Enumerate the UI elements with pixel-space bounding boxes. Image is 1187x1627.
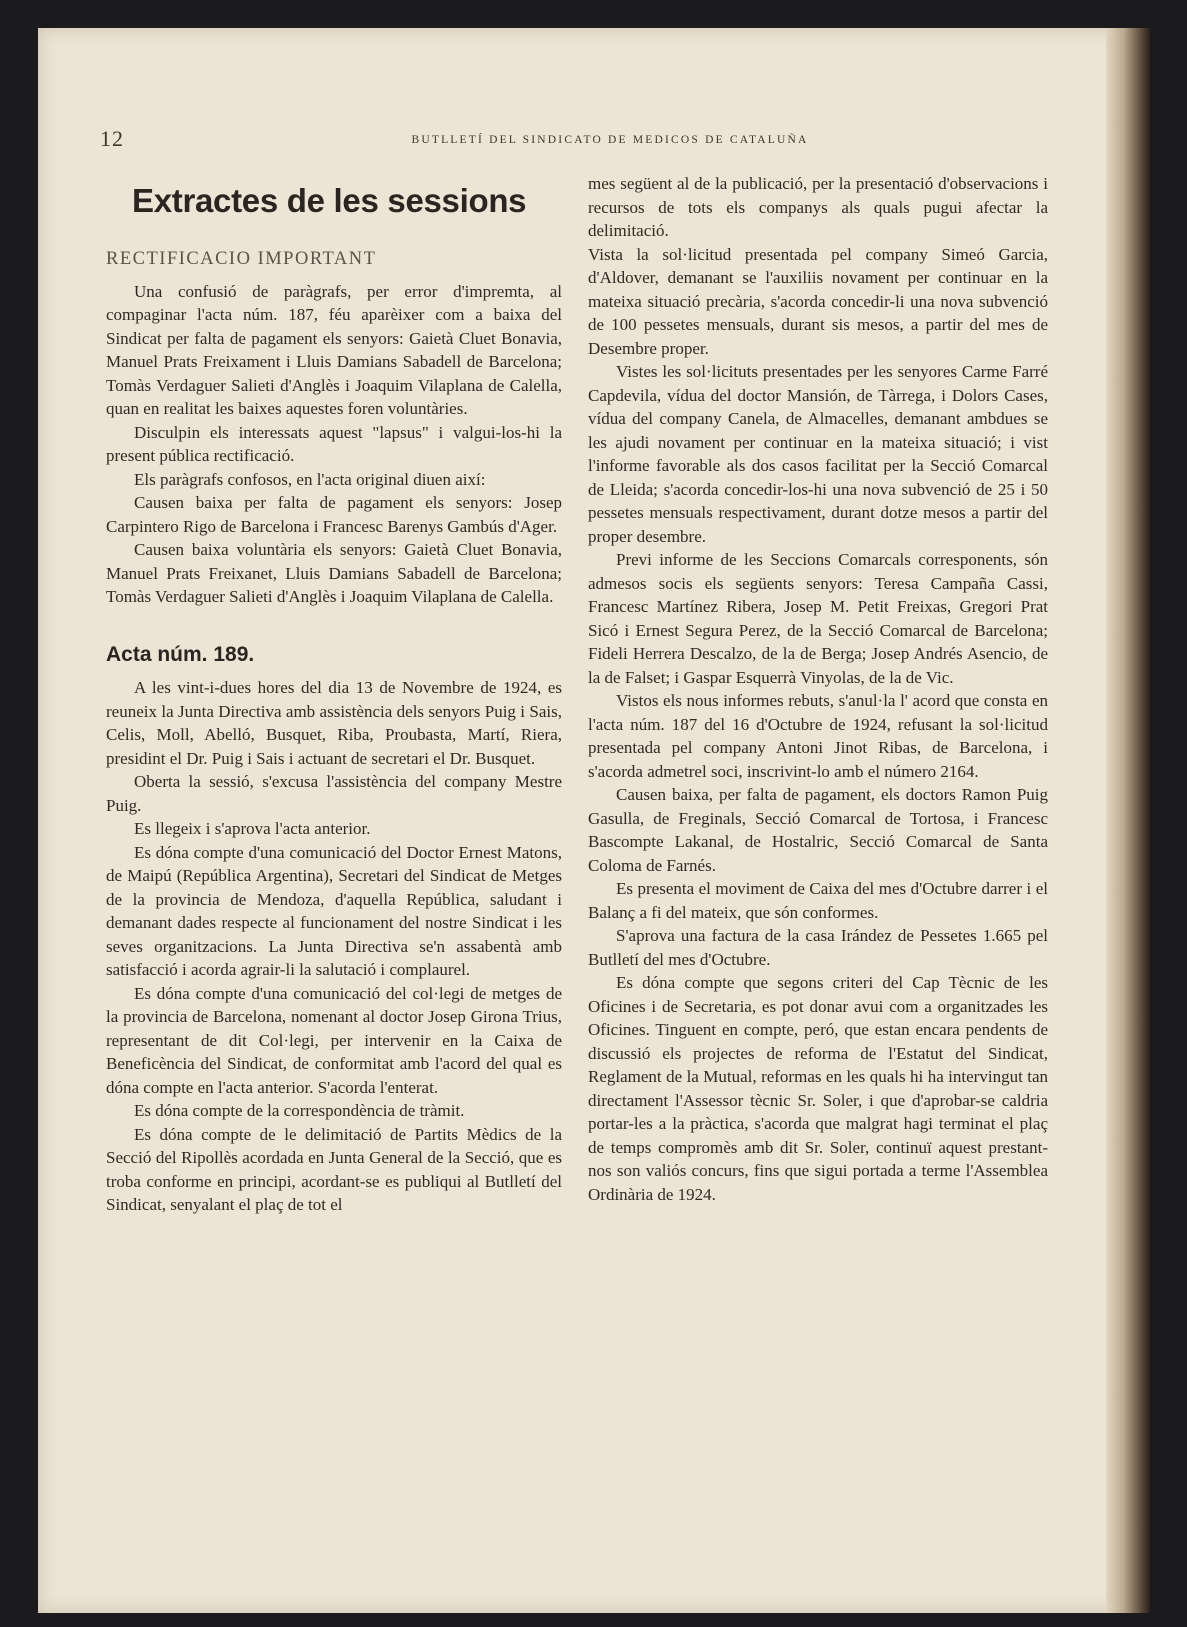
paragraph: Es dóna compte d'una comunicació del Doctor Ernest Matons, de Maipú (República Argentina), Secretari del Sindicat de Metges de la provincia de Mendoza, d'aquella República, saludant i demanant dades respecte al funcionament del nostre Sindicat i les seves organitzacions. La Junta Directiva se'n assabentà amb satisfacció i acorda agrair-li la salutació i complaurel. bbox=[106, 842, 562, 979]
paragraph: Es llegeix i s'aprova l'acta anterior. bbox=[134, 819, 371, 838]
paragraph: Disculpin els interessats aquest "lapsus" i valgui-los-hi la present pública rectificació. bbox=[106, 422, 562, 465]
paragraph: Una confusió de paràgrafs, per error d'impremta, al compaginar l'acta núm. 187, féu aparèixer com a baixa del Sindicat per falta de pagament els senyors: Gaietà Cluet Bonavia, Manuel Prats Freixament i Lluis Damians Sabadell de Barcelona; Tomàs Verdaguer Salieti d'Anglès i Joaquim Vilaplana de Calella, quan en realitat les baixes aquestes foren voluntàries. bbox=[106, 281, 562, 418]
right-column bbox=[588, 172, 1048, 1206]
book-spine bbox=[1106, 28, 1150, 1613]
paragraph: Vistos els nous informes rebuts, s'anul·la l' acord que consta en l'acta núm. 187 del 16 d'Octubre de 1924, refusant la sol·licitud presentada pel company Antoni Jinot Ribas, de Barcelona, i s'acorda admetrel soci, inscrivint-lo amb el número 2164. bbox=[588, 691, 1048, 781]
acta-heading: Acta núm. 189. bbox=[106, 642, 255, 666]
paragraph: Previ informe de les Seccions Comarcals corresponents, són admesos socis els següents senyors: Teresa Campaña Cassi, Francesc Martínez Ribera, Josep M. Petit Freixas, Gregori Prat Sicó i Ernest Segura Perez, de la Secció Comarcal de Barcelona; Fideli Herrera Descalzo, de la de Berga; Josep Andrés Asencio, de la de Falset; i Gaspar Esquerrà Vinyolas, de la de Vic. bbox=[588, 550, 1048, 687]
paragraph: Vistes les sol·licituts presentades per les senyores Carme Farré Capdevila, vídua del doctor Mansión, de Tàrrega, i Dolors Cases, vídua del company Canela, de Almacelles, demanant ambdues se les ajudi novament per continuar en la mateixa situació; i vist l'informe favorable als dos casos facilitat per la Secció Comarcal de Lleida; s'acorda concedir-los-hi una nova subvenció de 25 i 50 pessetes mensuals respectivament, durant dotze mesos a partir del proper desembre. bbox=[588, 362, 1048, 546]
paragraph: Els paràgrafs confosos, en l'acta original diuen així: bbox=[134, 469, 486, 489]
rectification-heading: RECTIFICACIO IMPORTANT bbox=[106, 249, 377, 269]
paragraph: Es dóna compte de le delimitació de Partits Mèdics de la Secció del Ripollès acordada en Junta General de la Secció, que es troba conforme en principi, acordant-se es publiqui al Butlletí del Sindicat, senyalant el plaç de tot el bbox=[106, 1124, 562, 1214]
paragraph: Es dóna compte d'una comunicació del col·legi de metges de la provincia de Barcelona, nomenant al doctor Josep Girona Trius, representant de dit Col·legi, per intervenir en la Caixa de Beneficència del Sindicat, de conformitat amb l'acord del qual es dóna compte en l'acta anterior. S'acorda l'enterat. bbox=[106, 983, 562, 1097]
page-number: 12 bbox=[100, 126, 124, 151]
paragraph: Causen baixa per falta de pagament els senyors: Josep Carpintero Rigo de Barcelona i Francesc Barenys Gambús d'Ager. bbox=[106, 493, 562, 536]
paragraph: Causen baixa voluntària els senyors: Gaietà Cluet Bonavia, Manuel Prats Freixanet, Lluis Damians Sabadell de Barcelona; Tomàs Verdaguer Salieti d'Anglès i Joaquim Vilaplana de Calella. bbox=[106, 540, 562, 606]
section-title: Extractes de les sessions bbox=[132, 182, 527, 219]
running-header bbox=[100, 126, 1060, 154]
paragraph: Vista la sol·licitud presentada pel company Simeó Garcia, d'Aldover, demanant se l'auxiliis novament per continuar en la mateixa situació precària, s'acorda concedir-li una nova subvenció de 100 pessetes mensuals, durant sis mesos, a partir del mes de Desembre proper. bbox=[588, 244, 1048, 358]
paragraph: A les vint-i-dues hores del dia 13 de Novembre de 1924, es reuneix la Junta Directiva amb assistència dels senyors Puig i Sais, Celis, Moll, Abelló, Busquet, Riba, Proubasta, Martí, Riera, presidint el Dr. Puig i Sais i actuant de secretari el Dr. Busquet. bbox=[106, 678, 562, 768]
paragraph: Es dóna compte de la correspondència de tràmit. bbox=[134, 1101, 465, 1120]
paragraph: Es dóna compte que segons criteri del Cap Tècnic de les Oficines i de Secretaria, es pot donar avui com a organitzades les Oficines. Tinguent en compte, peró, que estan encara pendents de discussió els projectes de reforma de l'Estatut del Sindicat, Reglament de la Mutual, reformas en les quals hi ha intervingut tan directament l'Assessor tècnic Sr. Soler, i que d'aprobar-se caldria portar-les a la pràctica, s'acorda que malgrat hagi terminat el plaç de temps compromès amb dit Sr. Soler, continuï aquest prestant-nos son valiós concurs, fins que sigui portada a terme l'Assemblea Ordinària de 1924. bbox=[588, 973, 1048, 1204]
left-column bbox=[106, 172, 562, 1217]
paragraph: Es presenta el moviment de Caixa del mes d'Octubre darrer i el Balanç a fi del mateix, que són conformes. bbox=[588, 879, 1048, 922]
running-title: BUTLLETÍ DEL SINDICATO DE MEDICOS DE CATALUÑA bbox=[411, 134, 809, 146]
paragraph: Causen baixa, per falta de pagament, els doctors Ramon Puig Gasulla, de Freginals, Secció Comarcal de Tortosa, i Francesc Bascompte Lakanal, de Hostalric, Secció Comarcal de Santa Coloma de Farnés. bbox=[588, 785, 1048, 875]
paragraph: S'aprova una factura de la casa Irández de Pessetes 1.665 pel Butlletí del mes d'Octubre. bbox=[588, 926, 1048, 969]
paragraph: Oberta la sessió, s'excusa l'assistència del company Mestre Puig. bbox=[106, 772, 562, 815]
paragraph: mes següent al de la publicació, per la presentació d'observacions i recursos de tots els companys als quals pugui afectar la delimitació. bbox=[588, 174, 1048, 240]
